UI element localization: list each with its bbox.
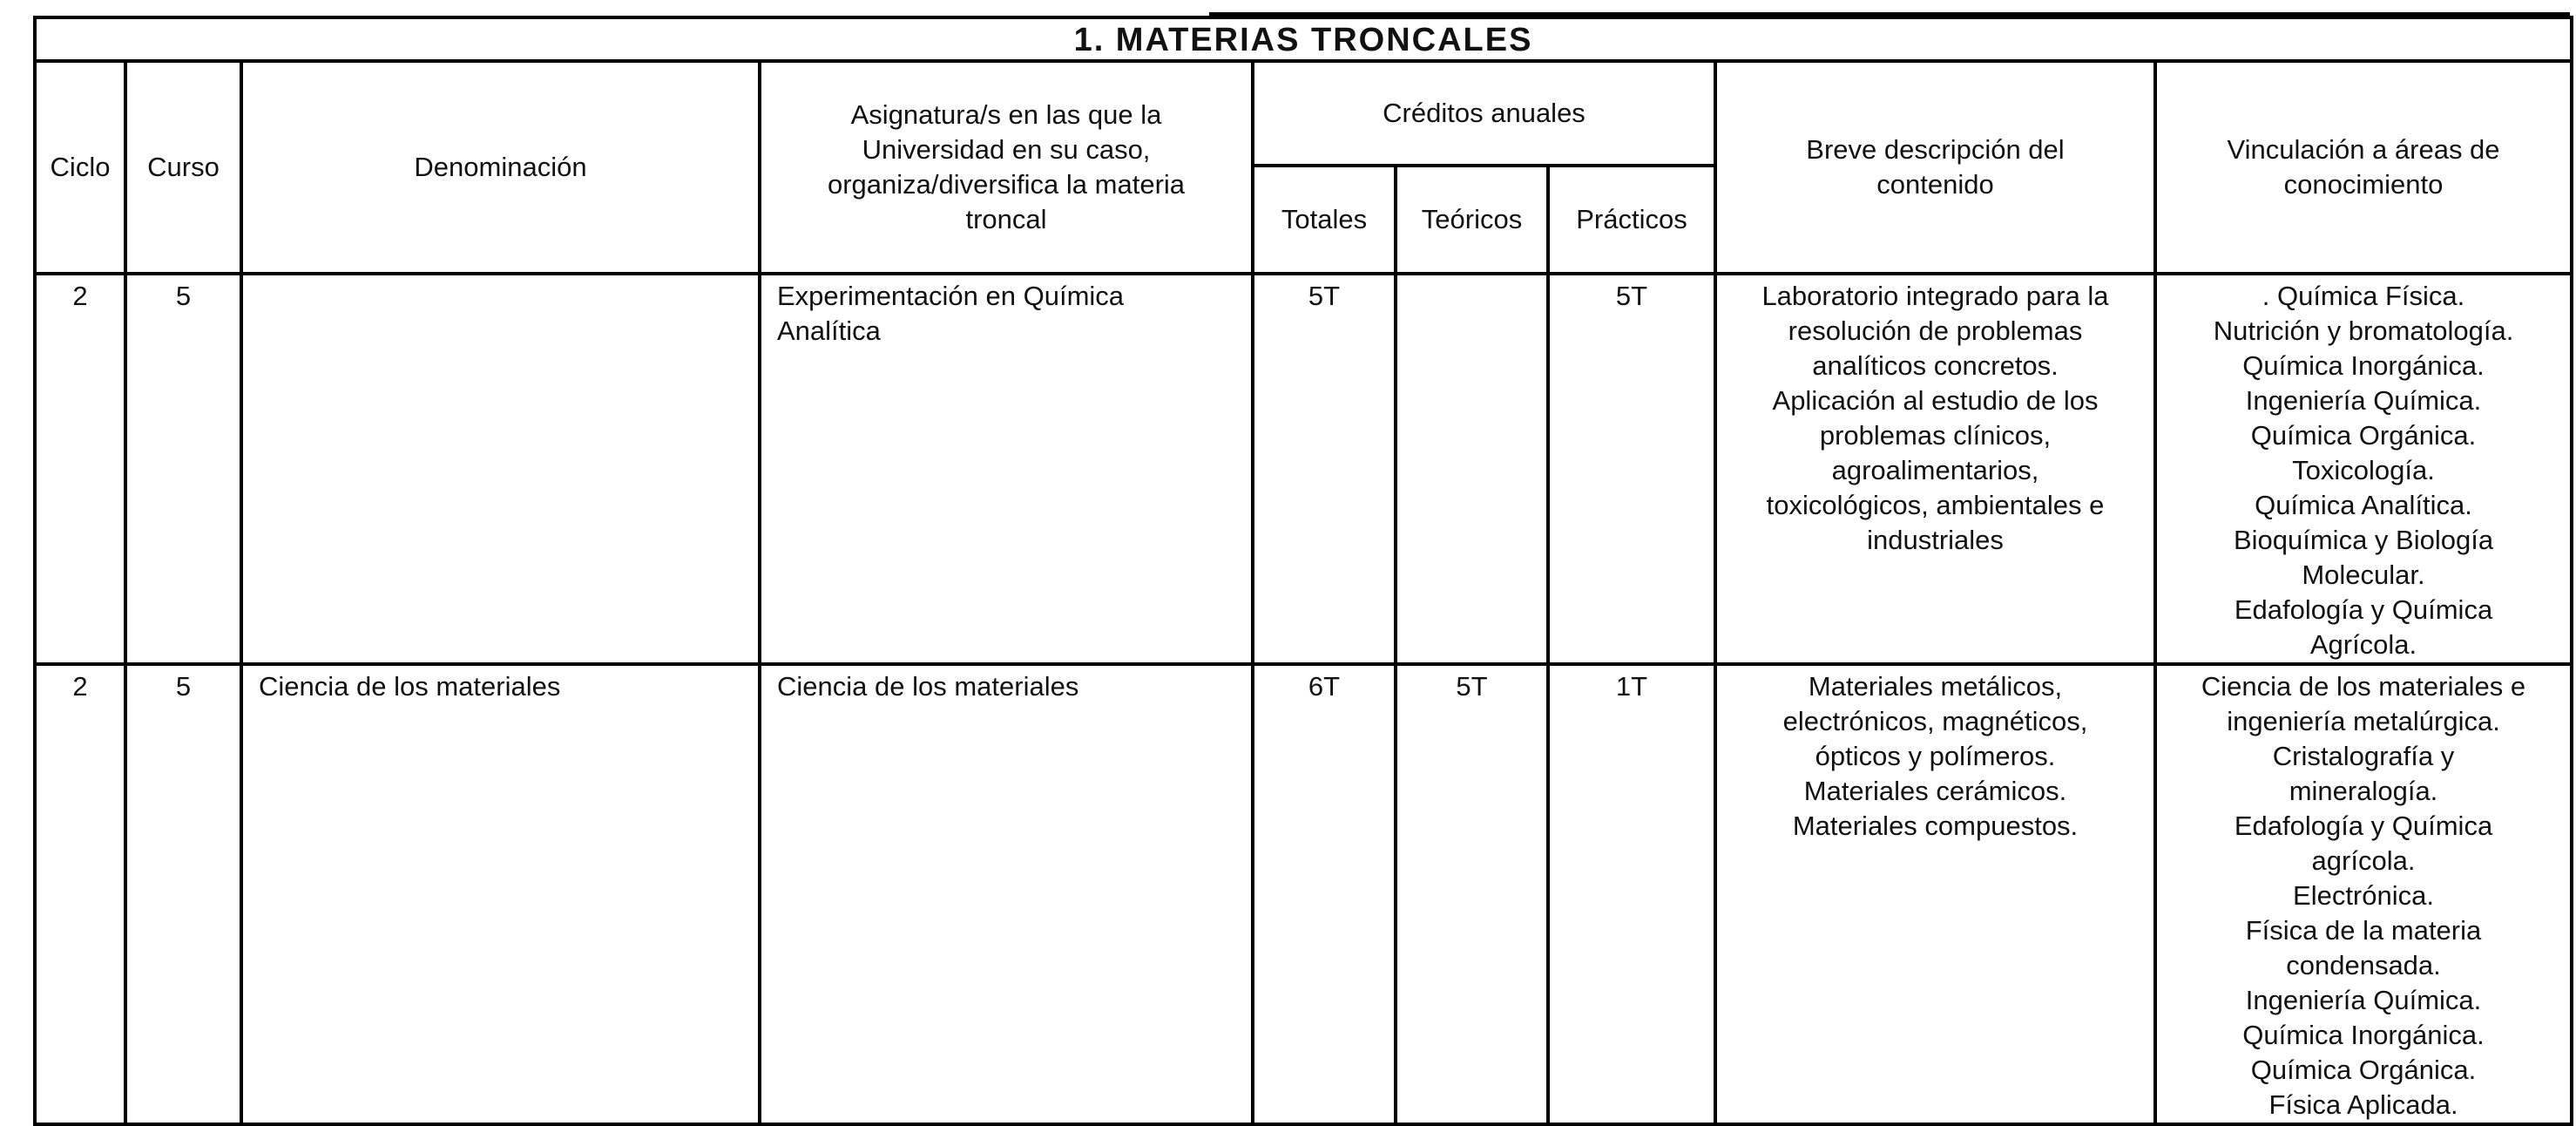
- area-line: Química Inorgánica.: [2242, 350, 2485, 381]
- area-line: Física de la materia: [2245, 915, 2482, 946]
- area-line: Química Inorgánica.: [2242, 1020, 2485, 1050]
- cell-areas: [2155, 664, 2572, 1124]
- header-asignatura-line: Universidad en su caso,: [862, 134, 1151, 165]
- table-row: [35, 664, 2572, 1124]
- header-descripcion-line: contenido: [1876, 169, 1994, 200]
- title-row: [35, 17, 2572, 61]
- materias-table: [33, 16, 2573, 1126]
- cell-asignatura: [760, 274, 1253, 664]
- area-line: Agrícola.: [2309, 629, 2417, 660]
- cell-asignatura: [760, 664, 1253, 1124]
- descripcion-line: toxicológicos, ambientales e: [1766, 490, 2105, 520]
- document-page: [33, 10, 2570, 1126]
- header-descripcion-line: Breve descripción del: [1806, 134, 2065, 165]
- header-totales: Totales: [1253, 166, 1396, 274]
- area-line: Nutrición y bromatología.: [2213, 315, 2514, 346]
- area-line: Edafología y Química: [2234, 811, 2493, 841]
- area-line: Química Analítica.: [2255, 490, 2472, 520]
- descripcion-line: Materiales compuestos.: [1792, 811, 2079, 841]
- cell-descripcion: [1715, 274, 2155, 664]
- header-asignatura-line: troncal: [965, 204, 1047, 234]
- descripcion-line: problemas clínicos,: [1819, 420, 2052, 451]
- descripcion-line: industriales: [1867, 525, 2004, 555]
- cell-practicos: 5T: [1548, 274, 1715, 664]
- cell-curso: 5: [125, 274, 241, 664]
- cell-denominacion: [241, 274, 760, 664]
- asignatura-line: Analítica: [777, 315, 881, 346]
- area-line: condensada.: [2286, 950, 2441, 980]
- header-denominacion: Denominación: [241, 61, 760, 274]
- header-curso: Curso: [125, 61, 241, 274]
- header-ciclo: Ciclo: [35, 61, 125, 274]
- header-vinculacion-line: Vinculación a áreas de: [2227, 134, 2500, 165]
- area-line: Química Orgánica.: [2250, 420, 2477, 451]
- cell-ciclo: 2: [35, 664, 125, 1124]
- area-line: Física Aplicada.: [2268, 1089, 2458, 1120]
- area-line: Química Orgánica.: [2250, 1055, 2477, 1085]
- header-vinculacion: [2155, 61, 2572, 274]
- descripcion-line: agroalimentarios,: [1831, 455, 2039, 485]
- asignatura-line: Ciencia de los materiales: [777, 671, 1079, 702]
- cell-descripcion: [1715, 664, 2155, 1124]
- header-teoricos: Teóricos: [1396, 166, 1548, 274]
- asignatura-line: Experimentación en Química: [777, 281, 1125, 311]
- cell-teoricos: [1396, 274, 1548, 664]
- cell-areas: [2155, 274, 2572, 664]
- descripcion-line: Materiales metálicos,: [1808, 671, 2063, 702]
- area-line: Molecular.: [2302, 560, 2425, 590]
- header-vinculacion-line: conocimiento: [2283, 169, 2444, 200]
- area-line: Ingeniería Química.: [2245, 385, 2482, 416]
- area-line: agrícola.: [2311, 845, 2416, 876]
- cell-curso: 5: [125, 664, 241, 1124]
- descripcion-line: resolución de problemas: [1788, 315, 2083, 346]
- header-asignatura-line: Asignatura/s en las que la: [850, 99, 1162, 130]
- descripcion-line: Materiales cerámicos.: [1803, 776, 2067, 806]
- descripcion-line: Laboratorio integrado para la: [1761, 281, 2109, 311]
- header-row-1: [35, 61, 2572, 166]
- header-practicos: Prácticos: [1548, 166, 1715, 274]
- descripcion-line: ópticos y polímeros.: [1815, 741, 2056, 771]
- descripcion-line: analíticos concretos.: [1812, 350, 2059, 381]
- area-line: Edafología y Química: [2234, 594, 2493, 625]
- area-line: Ingeniería Química.: [2245, 985, 2482, 1015]
- descripcion-line: electrónicos, magnéticos,: [1782, 706, 2088, 736]
- area-line: ingeniería metalúrgica.: [2227, 706, 2500, 736]
- area-line: Ciencia de los materiales e: [2201, 671, 2526, 702]
- area-line: Toxicología.: [2292, 455, 2435, 485]
- top-rule: [1209, 12, 2570, 16]
- table-title: 1. MATERIAS TRONCALES: [35, 17, 2572, 61]
- cell-totales: 5T: [1253, 274, 1396, 664]
- cell-ciclo: 2: [35, 274, 125, 664]
- area-line: . Química Física.: [2262, 281, 2465, 311]
- header-creditos: Créditos anuales: [1253, 61, 1715, 166]
- descripcion-line: Aplicación al estudio de los: [1772, 385, 2099, 416]
- cell-practicos: 1T: [1548, 664, 1715, 1124]
- area-line: Electrónica.: [2293, 880, 2434, 911]
- area-line: Bioquímica y Biología: [2233, 525, 2494, 555]
- table-row: [35, 274, 2572, 664]
- header-descripcion: [1715, 61, 2155, 274]
- cell-denominacion: Ciencia de los materiales: [241, 664, 760, 1124]
- header-asignatura-line: organiza/diversifica la materia: [827, 169, 1186, 200]
- area-line: mineralogía.: [2289, 776, 2438, 806]
- header-asignatura: [760, 61, 1253, 274]
- cell-teoricos: 5T: [1396, 664, 1548, 1124]
- area-line: Cristalografía y: [2272, 741, 2455, 771]
- cell-totales: 6T: [1253, 664, 1396, 1124]
